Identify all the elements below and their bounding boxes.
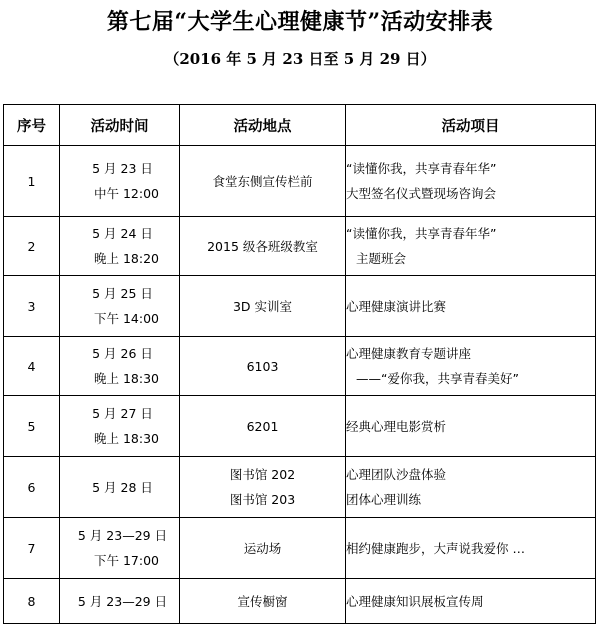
header-place: 活动地点 — [180, 105, 346, 146]
place-text: 食堂东侧宣传栏前 — [212, 173, 313, 189]
table-row — [4, 518, 596, 579]
cell-place — [180, 276, 346, 337]
table-row — [4, 579, 596, 624]
item-line: 相约健康跑步，大声说我爱你 … — [346, 540, 525, 556]
cell-place — [180, 217, 346, 276]
time-date: 5 月 23—29 日 — [77, 528, 168, 543]
header-item: 活动项目 — [346, 105, 596, 146]
cell-item — [346, 146, 596, 217]
cell-no: 4 — [4, 337, 60, 396]
table-row — [4, 217, 596, 276]
cell-time — [60, 457, 180, 518]
place-text: 图书馆 202 — [229, 467, 296, 482]
page-title: 第七届“大学生心理健康节”活动安排表 — [106, 9, 494, 35]
cell-place — [180, 337, 346, 396]
item-line: 经典心理电影赏析 — [346, 418, 447, 434]
header-time: 活动时间 — [60, 105, 180, 146]
table-row — [4, 146, 596, 217]
place-text: 6201 — [246, 418, 279, 434]
cell-item — [346, 396, 596, 457]
item-line: 心理团队沙盘体验 — [346, 467, 447, 482]
table-row — [4, 396, 596, 457]
cell-place — [180, 396, 346, 457]
cell-place — [180, 579, 346, 624]
item-line: 心理健康知识展板宣传周 — [346, 593, 484, 609]
time-clock: 晚上 18:30 — [94, 371, 159, 386]
item-line: 心理健康教育专题讲座 — [346, 346, 472, 361]
item-line: 心理健康演讲比赛 — [346, 298, 447, 314]
cell-time — [60, 396, 180, 457]
item-line: “读懂你我，共享青春年华” — [346, 226, 497, 241]
time-clock: 下午 17:00 — [94, 553, 159, 568]
cell-item — [346, 276, 596, 337]
cell-no: 1 — [4, 146, 60, 217]
item-line: 大型签名仪式暨现场咨询会 — [346, 186, 497, 201]
time-clock: 下午 14:00 — [94, 311, 159, 326]
cell-place — [180, 146, 346, 217]
time-date: 5 月 25 日 — [92, 286, 153, 301]
time-date: 5 月 23 日 — [92, 161, 153, 176]
table-header-row — [4, 105, 596, 146]
time-date: 5 月 24 日 — [92, 226, 153, 241]
cell-no: 8 — [4, 579, 60, 624]
time-clock: 晚上 18:30 — [94, 431, 159, 446]
item-line: 团体心理训练 — [346, 492, 422, 507]
cell-no: 3 — [4, 276, 60, 337]
table-row — [4, 457, 596, 518]
cell-item — [346, 579, 596, 624]
cell-item — [346, 457, 596, 518]
cell-place — [180, 518, 346, 579]
place-text: 6103 — [246, 358, 279, 374]
item-line: ——“爱你我，共享青春美好” — [356, 371, 519, 386]
place-text: 2015 级各班级教室 — [207, 238, 318, 254]
cell-item — [346, 518, 596, 579]
cell-no: 5 — [4, 396, 60, 457]
place-text: 3D 实训室 — [232, 298, 293, 314]
cell-no: 6 — [4, 457, 60, 518]
place-text: 图书馆 203 — [229, 492, 296, 507]
time-date: 5 月 27 日 — [92, 406, 153, 421]
cell-time — [60, 276, 180, 337]
time-clock: 中午 12:00 — [94, 186, 159, 201]
place-text: 运动场 — [243, 540, 282, 556]
cell-time — [60, 337, 180, 396]
cell-no: 7 — [4, 518, 60, 579]
cell-time — [60, 518, 180, 579]
table-row — [4, 276, 596, 337]
place-text: 宣传橱窗 — [237, 593, 288, 609]
item-line: 主题班会 — [356, 251, 407, 266]
cell-time — [60, 217, 180, 276]
cell-time — [60, 579, 180, 624]
cell-place — [180, 457, 346, 518]
time-clock: 晚上 18:20 — [94, 251, 159, 266]
date-range-subtitle: （2016 年 5 月 23 日至 5 月 29 日） — [164, 50, 436, 68]
header-no: 序号 — [4, 105, 60, 146]
cell-item — [346, 217, 596, 276]
table-row — [4, 337, 596, 396]
time-date: 5 月 23—29 日 — [77, 593, 168, 609]
schedule-table — [3, 104, 596, 624]
cell-no: 2 — [4, 217, 60, 276]
item-line: “读懂你我，共享青春年华” — [346, 161, 497, 176]
time-date: 5 月 26 日 — [92, 346, 153, 361]
cell-item — [346, 337, 596, 396]
time-date: 5 月 28 日 — [92, 479, 153, 495]
cell-time — [60, 146, 180, 217]
